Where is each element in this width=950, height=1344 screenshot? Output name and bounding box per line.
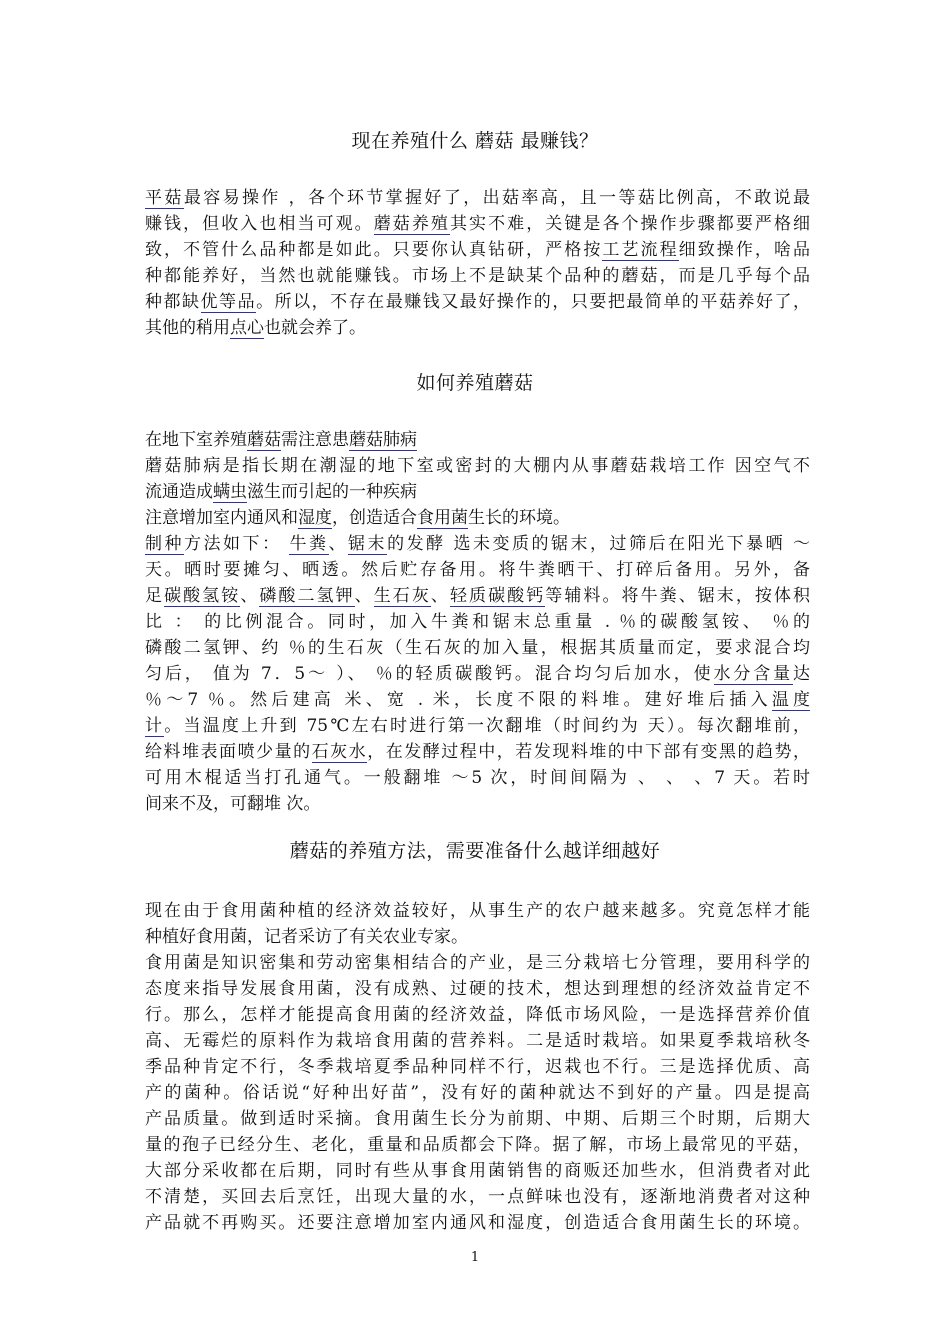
keyword-link[interactable]: 蘑菇肺病 (349, 430, 417, 450)
keyword-link[interactable]: 磷酸二氢钾 (259, 586, 355, 606)
text-line (145, 1002, 810, 1028)
text-span: 。所以，不存在最赚钱又最好操作的，只要把最简单的平菇养好了， (256, 292, 810, 312)
text-line (145, 185, 810, 211)
text-span: 量的孢子已经分生、老化，重量和品质都会下降。据了解，市场上最常见的平菇， (145, 1135, 810, 1155)
text-span: 可用木棍适当打孔通气。一般翻堆 ～5 次，时间间隔为 、 、 、7 天。若时 (145, 768, 810, 788)
text-line (145, 427, 810, 453)
text-span: 天。晒时要摊匀、晒透。然后贮存备用。将牛粪晒干、打碎后备用。另外，备 (145, 560, 810, 580)
text-line (145, 315, 810, 341)
text-line (145, 687, 810, 713)
text-span: 足 (145, 586, 165, 606)
keyword-link[interactable]: 水分含量 (713, 664, 794, 684)
text-span: 种植好食用菌，记者采访了有关农业专家。 (145, 927, 468, 947)
text-span: 高、无霉烂的原料作为栽培食用菌的营养料。二是适时栽培。如果夏季栽培秋冬 (145, 1031, 810, 1051)
text-line (145, 609, 810, 635)
text-line (145, 1054, 810, 1080)
text-span: 流通造成 (145, 482, 213, 502)
text-line (145, 661, 810, 687)
text-line (145, 531, 810, 557)
text-span: 需注意患 (281, 430, 349, 450)
text-span: 、 (430, 586, 450, 606)
text-span: 大部分采收都在后期，同时有些从事食用菌销售的商贩还加些水，但消费者对此 (145, 1161, 810, 1181)
text-span: 食用菌是知识密集和劳动密集相结合的产业，是三分栽培七分管理，要用科学的 (145, 953, 810, 973)
text-line (145, 1028, 810, 1054)
keyword-link[interactable]: 锯末 (348, 534, 388, 554)
keyword-link[interactable]: 温度 (771, 690, 810, 710)
keyword-link[interactable]: 蘑菇养殖 (373, 214, 450, 234)
text-span: 在地下室养殖 (145, 430, 247, 450)
text-line (145, 635, 810, 661)
text-span: 其他的稍用 (145, 318, 230, 338)
text-span: 方法如下： (184, 534, 290, 554)
text-span: 产品质量。做到适时采摘。食用菌生长分为前期、中期、后期三个时期，后期大 (145, 1109, 810, 1129)
keyword-link[interactable]: 湿度 (298, 508, 332, 528)
text-span: 最容易操作 ，各个环节掌握好了，出菇率高，且一等菇比例高，不敢说最 (183, 188, 810, 208)
text-span: 匀后， 值为 7．5～ ）、 ％的轻质碳酸钙。混合均匀后加水，使 (145, 664, 714, 684)
keyword-link[interactable]: 生石灰 (373, 586, 431, 606)
keyword-link[interactable]: 螨虫 (213, 482, 247, 502)
section2-title: 如何养殖蘑菇 (416, 372, 534, 394)
text-span: 态度来指导发展食用菌，没有成熟、过硬的技术，想达到理想的经济效益肯定不 (145, 979, 810, 999)
section1-title: 现在养殖什么 蘑菇 最赚钱？ (351, 130, 599, 152)
text-span: 磷酸二氢钾、约 ％的生石灰（生石灰的加入量，根据其质量而定，要求混合均 (145, 638, 810, 658)
text-span: 现在由于食用菌种植的经济效益较好，从事生产的农户越来越多。究竟怎样才能 (145, 901, 810, 921)
text-line (145, 1132, 810, 1158)
text-span: 季品种肯定不行，冬季栽培夏季品种同样不行，迟栽也不行。三是选择优质、高 (145, 1057, 810, 1077)
text-span: 致，不管什么品种都是如此。只要你认真钻研，严格按 (145, 240, 603, 260)
text-span: 、 (354, 586, 374, 606)
text-line (145, 1210, 810, 1236)
text-line (145, 898, 810, 924)
keyword-link[interactable]: 轻质碳酸钙 (449, 586, 546, 606)
section3-title: 蘑菇的养殖方法，需要准备什么越详细越好 (289, 840, 661, 862)
text-line (145, 289, 810, 315)
text-span: 间来不及，可翻堆 次。 (145, 794, 321, 814)
text-span: 滋生而引起的一种疾病 (247, 482, 417, 502)
text-line (145, 791, 810, 817)
text-line (145, 263, 810, 289)
text-span: ％～7 ％。然后建高 米、宽 . 米，长度不限的料堆。建好堆后插入 (145, 690, 772, 710)
keyword-link[interactable]: 点心 (230, 318, 264, 338)
text-span: 不清楚，买回去后烹饪，出现大量的水，一点鲜味也没有，逐渐地消费者对这种 (145, 1187, 810, 1207)
text-span: 种都能养好，当然也就能赚钱。市场上不是缺某个品种的蘑菇，而是几乎每个品 (145, 266, 810, 286)
text-span: 也就会养了。 (264, 318, 366, 338)
text-span: 种都缺 (145, 292, 201, 312)
text-span: ，创造适合 (332, 508, 417, 528)
text-span: 蘑菇肺病是指长期在潮湿的地下室或密封的大棚内从事蘑菇栽培工作 因空气不 (145, 456, 810, 476)
keyword-link[interactable]: 平菇 (145, 188, 184, 208)
section3-body (145, 898, 810, 1236)
text-span: 给料堆表面喷少量的 (145, 742, 312, 762)
text-span: 生长的环境。 (468, 508, 570, 528)
text-line (145, 479, 810, 505)
section1-body (145, 185, 810, 341)
text-line (145, 713, 810, 739)
text-line (145, 976, 810, 1002)
text-span: 、 (328, 534, 349, 554)
text-span: 达 (793, 664, 810, 684)
page-number: 1 (470, 1250, 480, 1265)
keyword-link[interactable]: 制种 (145, 534, 185, 554)
text-span: 比 ： 的比例混合。同时，加入牛粪和锯末总重量 . ％的碳酸氢铵、 ％的 (145, 612, 810, 632)
text-span: ，在发酵过程中，若发现料堆的中下部有变黑的趋势， (367, 742, 810, 762)
keyword-link[interactable]: 工艺流程 (602, 240, 679, 260)
text-line (145, 1158, 810, 1184)
text-span: 的发酵 选未变质的锯末，过筛后在阳光下暴晒 ～ (387, 534, 810, 554)
text-line (145, 950, 810, 976)
text-span: 细致操作，啥品 (678, 240, 810, 260)
keyword-link[interactable]: 计 (145, 716, 165, 736)
text-line (145, 237, 810, 263)
text-line (145, 765, 810, 791)
keyword-link[interactable]: 食用菌 (417, 508, 468, 528)
text-line (145, 453, 810, 479)
text-span: 。当温度上升到 75℃左右时进行第一次翻堆（时间约为 天）。每次翻堆前， (164, 716, 810, 736)
text-line (145, 583, 810, 609)
text-span: 、 (240, 586, 260, 606)
text-span: 产品就不再购买。还要注意增加室内通风和湿度，创造适合食用菌生长的环境。 (145, 1213, 810, 1233)
text-span: 赚钱，但收入也相当可观。 (145, 214, 374, 234)
keyword-link[interactable]: 优等品 (200, 292, 257, 312)
text-span: 注意增加室内通风和 (145, 508, 298, 528)
text-line (145, 1184, 810, 1210)
keyword-link[interactable]: 蘑菇 (247, 430, 281, 450)
keyword-link[interactable]: 石灰水 (311, 742, 368, 762)
text-span: 产的菌种。俗话说“好种出好苗”，没有好的菌种就达不到好的产量。四是提高 (145, 1083, 810, 1103)
text-line (145, 924, 810, 950)
text-line (145, 211, 810, 237)
keyword-link[interactable]: 牛粪 (289, 534, 329, 554)
section2-body (145, 427, 810, 817)
keyword-link[interactable]: 碳酸氢铵 (164, 586, 241, 606)
text-line (145, 1106, 810, 1132)
text-line (145, 739, 810, 765)
text-line (145, 557, 810, 583)
text-span: 其实不难，关键是各个操作步骤都要严格细 (449, 214, 810, 234)
text-span: 行。那么，怎样才能提高食用菌的经济效益，降低市场风险，一是选择营养价值 (145, 1005, 810, 1025)
text-line (145, 505, 810, 531)
text-line (145, 1080, 810, 1106)
text-span: 等辅料。将牛粪、锯末，按体积 (545, 586, 810, 606)
